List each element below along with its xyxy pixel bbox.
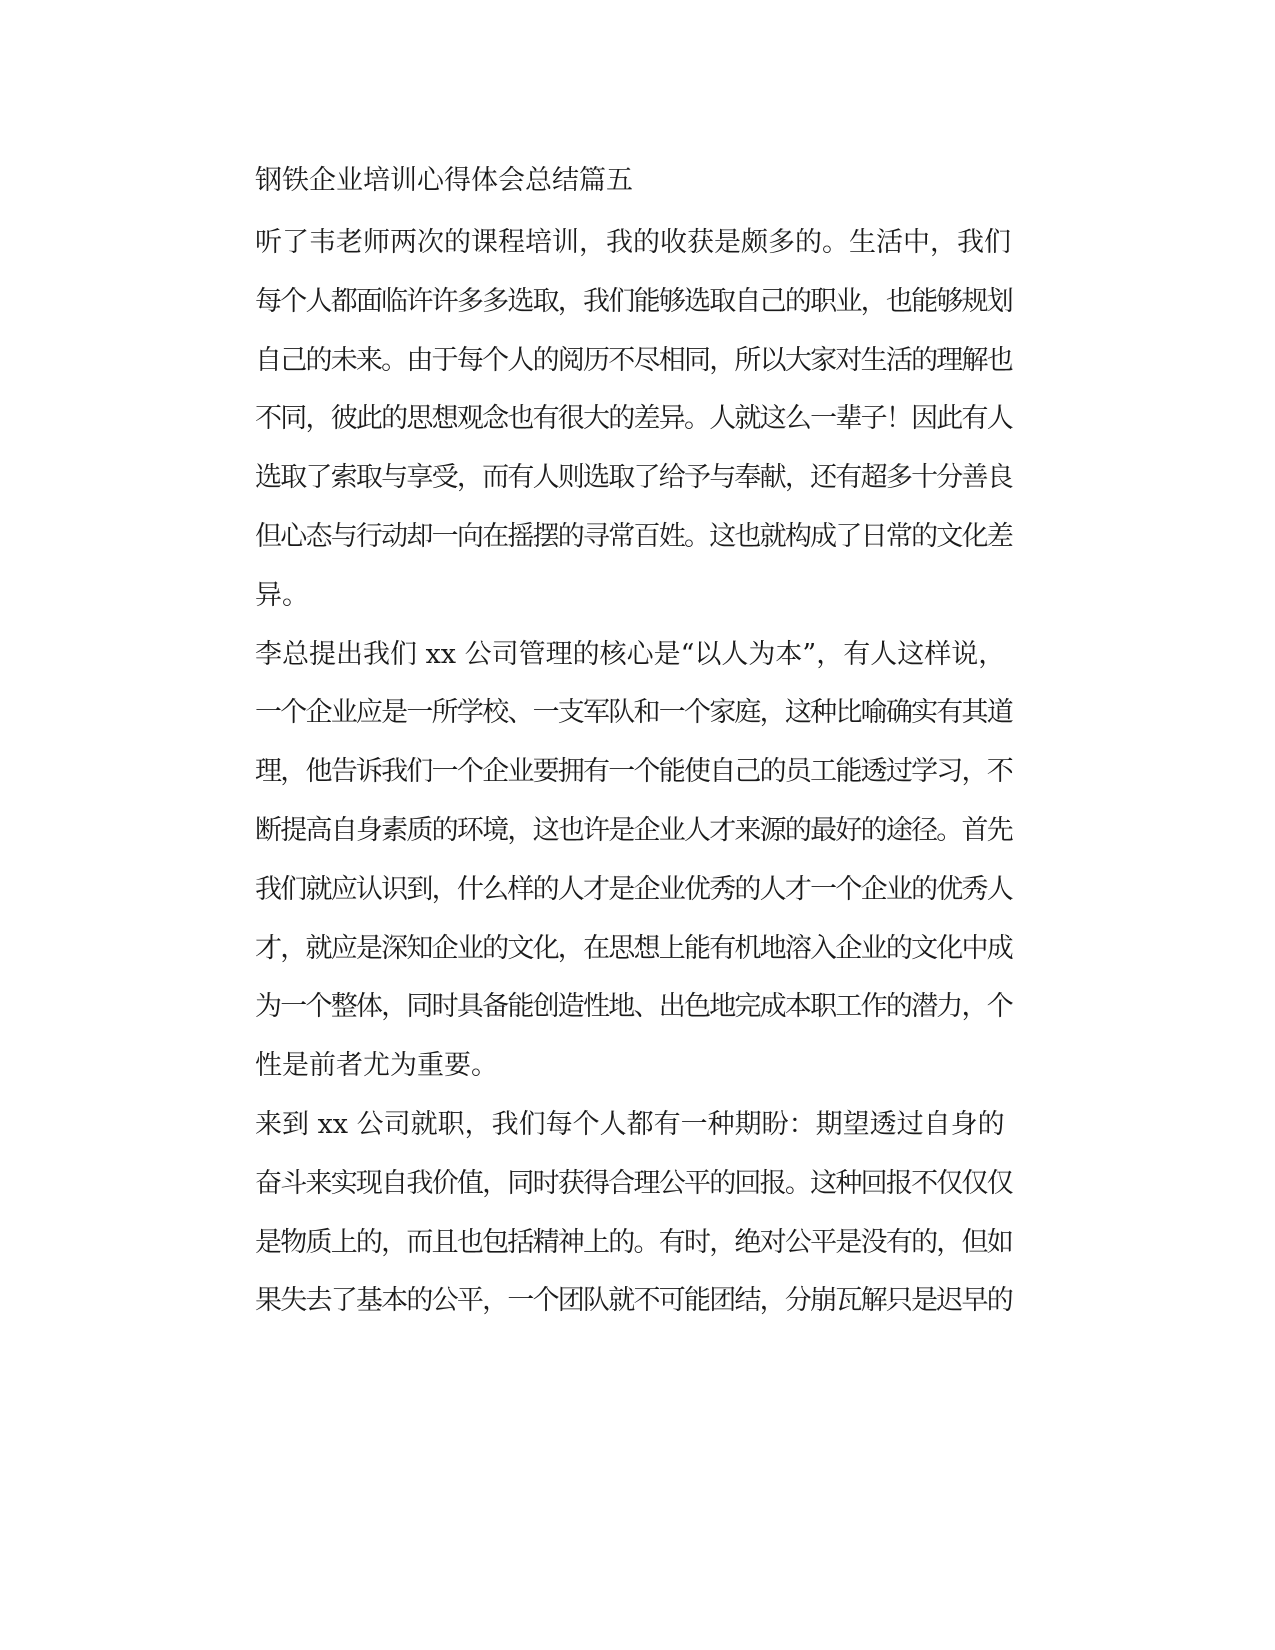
text-line: 异。 <box>255 579 309 611</box>
document-title: 钢铁企业培训心得体会总结篇五 <box>255 165 633 196</box>
text-line: 才，就应是深知企业的文化，在思想上能有机地溶入企业的文化中成 <box>255 932 1012 964</box>
text-line: 是物质上的，而且也包括精神上的。有时，绝对公平是没有的，但如 <box>255 1226 1012 1258</box>
paragraph-2 <box>182 626 1012 1096</box>
document-body <box>182 214 1012 1331</box>
text-line: 每个人都面临许许多多选取，我们能够选取自己的职业，也能够规划 <box>255 285 1012 317</box>
text-line: 听了韦老师两次的课程培训，我的收获是颇多的。生活中，我们 <box>255 227 1011 258</box>
text-line: 来到 xx 公司就职，我们每个人都有一种期盼：期望透过自身的 <box>255 1108 1005 1140</box>
text-line: 一个企业应是一所学校、一支军队和一个家庭，这种比喻确实有其道 <box>255 697 1012 729</box>
paragraph-3 <box>182 1096 1012 1331</box>
text-line: 但心态与行动却一向在摇摆的寻常百姓。这也就构成了日常的文化差 <box>255 520 1012 552</box>
text-line: 性是前者尤为重要。 <box>255 1050 498 1082</box>
text-line: 理，他告诉我们一个企业要拥有一个能使自己的员工能透过学习，不 <box>255 756 1012 788</box>
text-line: 自己的未来。由于每个人的阅历不尽相同，所以大家对生活的理解也 <box>255 344 1012 376</box>
text-line: 断提高自身素质的环境，这也许是企业人才来源的最好的途径。首先 <box>255 814 1012 846</box>
paragraph-1 <box>182 214 1012 626</box>
text-line: 为一个整体，同时具备能创造性地、出色地完成本职工作的潜力，个 <box>255 991 1012 1023</box>
text-line: 果失去了基本的公平，一个团队就不可能团结，分崩瓦解只是迟早的 <box>255 1285 1012 1317</box>
text-line: 奋斗来实现自我价值，同时获得合理公平的回报。这种回报不仅仅仅 <box>255 1167 1012 1199</box>
text-line: 我们就应认识到，什么样的人才是企业优秀的人才一个企业的优秀人 <box>255 873 1012 905</box>
text-line: 选取了索取与享受，而有人则选取了给予与奉献，还有超多十分善良 <box>255 462 1012 494</box>
text-line: 李总提出我们 xx 公司管理的核心是“以人为本”，有人这样说， <box>255 638 1006 670</box>
text-line: 不同，彼此的思想观念也有很大的差异。人就这么一辈子！因此有人 <box>255 403 1012 435</box>
